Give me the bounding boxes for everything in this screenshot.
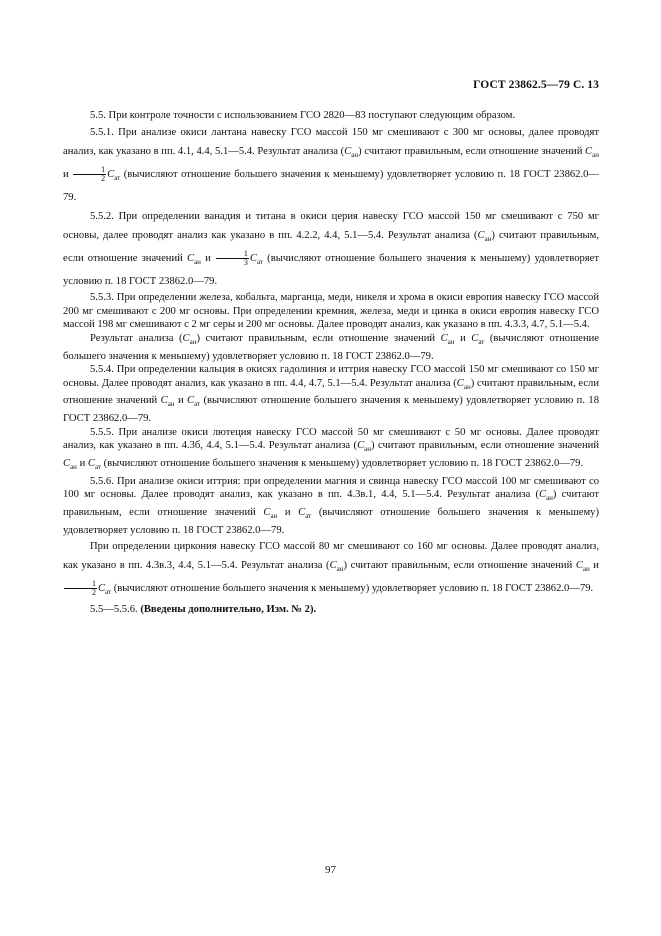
symbol-c-an: $C_{ан}$ [344, 145, 359, 159]
paragraph-5-5-4: 5.5.4. При определении кальция в окисях гадолиния и иттрия навеску ГСО массой 150 мг смешивают со 150 мг основы. Далее проводят анализ, как указано в пп. 4.4, 4.7, 5.1—5.4. Результат анализа $(C_{ан})$ считают правильным, если отношение значений $C_{ан}$ и $C_{ат}$ (вычисляют отношение большего значения к меньшему) удовлетворяет условию п. 18 ГОСТ 23862.0—79. [63, 364, 599, 425]
symbol-c-an: $C_{ан}$ [160, 395, 175, 409]
paragraph-5-5-3-result: Результат анализа $(C_{ан})$ считают правильным, если отношение значений $C_{ан}$ и $C_{ат}$ (вычисляют отношение большего значения к меньшему) удовлетворяет условию п. 18 ГОСТ 23862.0—79. [63, 332, 599, 362]
document-body [63, 109, 599, 616]
paragraph-5-5-3: 5.5.3. При определении железа, кобальта, марганца, меди, никеля и хрома в окиси европия навеску ГСО массой 200 мг смешивают с 200 мг основы. При определении кремния, железа, меди и цинка в окиси европия навеску ГСО массой 198 мг смешивают с 2 мг серы и 200 мг основы. Далее проводят анализ, как указано в пп. 4.3.3, 4.7, 5.1—5.4. [63, 292, 599, 331]
page-header: ГОСТ 23862.5—79 С. 13 [473, 79, 599, 91]
symbol-c-an: $C_{ан}$ [456, 377, 471, 391]
paragraph-5-5-1: 5.5.1. При анализе окиси лантана навеску ГСО массой 150 мг смешивают с 300 мг основы, далее проводят анализ, как указано в пп. 4.1, 4.4, 5.1—5.4. Результат анализа $(C_{ан})$ считают правильным, если отношение значений $C_{ан}$ и $\frac{1}{2}$ $C_{ат}$ (вычисляют отношение большего значения к меньшему) удовлетворяет условию п. 18 ГОСТ 23862.0—79. [63, 126, 599, 203]
paragraph-5-5: 5.5. При контроле точности с использованием ГСО 2820—83 поступают следующим образом. [90, 110, 516, 121]
paragraph-5-5-2: 5.5.2. При определении ванадия и титана в окиси церия навеску ГСО массой 150 мг смешивают с 750 мг основы, далее проводят анализ как указано в пп. 4.2.2, 4.4, 5.1—5.4. Результат анализа $(C_{ан})$ считают правильным, если отношение значений $C_{ан}$ и $\frac{1}{3}$ $C_{ат}$ (вычисляют отношение большего значения к меньшему) удовлетворяет условию п. 18 ГОСТ 23862.0—79. [63, 210, 599, 288]
symbol-c-an: $C_{ан}$ [182, 332, 197, 346]
symbol-c-at: $C_{ат}$ [98, 583, 112, 597]
symbol-c-an: $C_{ан}$ [575, 560, 590, 574]
symbol-c-an: $C_{ан}$ [329, 560, 344, 574]
symbol-c-at: $C_{ат}$ [107, 168, 121, 182]
symbol-c-at: $C_{ат}$ [471, 332, 485, 346]
symbol-c-at: $C_{ат}$ [187, 395, 201, 409]
fraction-one-third: $\frac{1}{3}$ [216, 250, 249, 267]
symbol-c-an: $C_{ан}$ [186, 252, 201, 267]
page-number: 97 [325, 864, 336, 876]
symbol-c-an: $C_{ан}$ [440, 332, 455, 346]
symbol-c-an: $C_{ан}$ [263, 507, 278, 521]
symbol-c-an: $C_{ан}$ [477, 229, 492, 243]
symbol-c-at: $C_{ат}$ [249, 252, 263, 267]
fraction-one-half: $\frac{1}{2}$ [73, 166, 106, 183]
symbol-c-at: $C_{ат}$ [87, 458, 101, 472]
symbol-c-an: $C_{ан}$ [357, 440, 372, 454]
paragraph-5-5-5: 5.5.5. При анализе окиси лютеция навеску ГСО массой 50 мг смешивают с 50 мг основы. Далее проводят анализ, как указано в пп. 4.3б, 4.4, 5.1—5.4. Результат анализа $(C_{ан})$ считают правильным, если отношение значений $C_{ан}$ и $C_{ат}$ (вычисляют отношение большего значения к меньшему) удовлетворяет условию п. 18 ГОСТ 23862.0—79. [63, 426, 599, 472]
paragraph-zirconium: При определении циркония навеску ГСО массой 80 мг смешивают со 160 мг основы. Далее проводят анализ, как указано в пп. 4.3в.3, 4.4, 5.1—5.4. Результат анализа $(C_{ан})$ считают правильным, если отношение значений $C_{ан}$ и $\frac{1}{2}$ $C_{ат}$ (вычисляют отношение большего значения к меньшему) удовлетворяет условию п. 18 ГОСТ 23862.0—79. [63, 541, 599, 598]
paragraph-5-5-6: 5.5.6. При анализе окиси иттрия: при определении магния и свинца навеску ГСО массой 100 мг смешивают со 100 мг основы. Далее проводят анализ, как указано в пп. 4.3в.1, 4.4, 5.1—5.4. Результат анализа $(C_{ан})$ считают правильным, если отношение значений $C_{ан}$ и $C_{ат}$ (вычисляют отношение большего значения к меньшему) удовлетворяет условию п. 18 ГОСТ 23862.0—79. [63, 475, 600, 536]
symbol-c-an: $C_{ан}$ [538, 489, 553, 503]
paragraph-amendment-note: 5.5—5.5.6. (Введены дополнительно, Изм. № 2). [90, 603, 317, 615]
fraction-one-half: $\frac{1}{2}$ [64, 580, 97, 597]
symbol-c-at: $C_{ат}$ [298, 507, 312, 521]
symbol-c-an: $C_{ан}$ [585, 145, 599, 159]
symbol-c-an: $C_{ан}$ [63, 458, 77, 472]
amendment-text: (Введены дополнительно, Изм. № 2). [140, 603, 317, 615]
